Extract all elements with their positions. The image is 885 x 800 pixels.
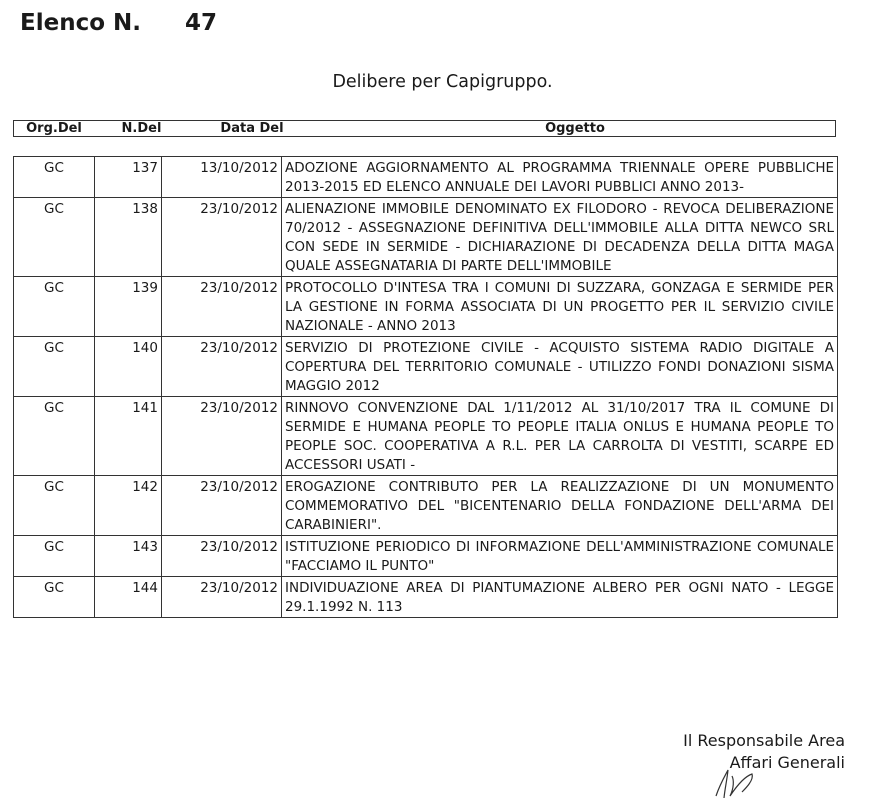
date-cell: 23/10/2012 [162,397,282,476]
subject-cell: INDIVIDUAZIONE AREA DI PIANTUMAZIONE ALBERO PER OGNI NATO - LEGGE 29.1.1992 N. 113 [282,577,838,618]
number-cell: 143 [95,536,162,577]
org-cell: GC [14,198,95,277]
table-row [14,397,838,476]
list-heading [20,10,217,36]
list-number: 47 [185,10,218,36]
number-cell: 142 [95,476,162,536]
column-header-subject: Oggetto [545,121,605,136]
resolutions-table [13,156,838,618]
number-cell: 140 [95,337,162,397]
date-cell: 23/10/2012 [162,337,282,397]
number-cell: 144 [95,577,162,618]
column-header-org: Org.Del [26,121,82,136]
resolutions-table-body [14,157,838,618]
list-heading-label: Elenco N. [20,10,141,36]
number-cell: 137 [95,157,162,198]
table-row [14,577,838,618]
table-row [14,476,838,536]
column-header-number: N.Del [121,121,162,136]
table-row [14,337,838,397]
date-cell: 23/10/2012 [162,476,282,536]
subject-cell: ADOZIONE AGGIORNAMENTO AL PROGRAMMA TRIENNALE OPERE PUBBLICHE 2013-2015 ED ELENCO ANNUALE DEI LAVORI PUBBLICI ANNO 2013- [282,157,838,198]
table-row [14,277,838,337]
number-cell: 139 [95,277,162,337]
org-cell: GC [14,536,95,577]
column-header-date: Data Del [220,121,284,136]
date-cell: 23/10/2012 [162,277,282,337]
signatory-title: Il Responsabile Area [683,731,845,750]
table-row [14,536,838,577]
org-cell: GC [14,277,95,337]
number-cell: 141 [95,397,162,476]
handwritten-signature [710,766,780,800]
date-cell: 23/10/2012 [162,577,282,618]
subject-cell: RINNOVO CONVENZIONE DAL 1/11/2012 AL 31/10/2017 TRA IL COMUNE DI SERMIDE E HUMANA PEOPLE TO PEOPLE ITALIA ONLUS E HUMANA PEOPLE TO PEOPLE SOC. COOPERATIVA A R.L. PER LA CARROLTA DI VESTITI, SCARPE ED ACCESSORI USATI - [282,397,838,476]
subject-cell: EROGAZIONE CONTRIBUTO PER LA REALIZZAZIONE DI UN MONUMENTO COMMEMORATIVO DEL "BICENTENARIO DELLA FONDAZIONE DELL'ARMA DEI CARABINIERI". [282,476,838,536]
table-row [14,157,838,198]
signatory-area: Affari Generali [729,753,845,772]
date-cell: 13/10/2012 [162,157,282,198]
subject-cell: ISTITUZIONE PERIODICO DI INFORMAZIONE DELL'AMMINISTRAZIONE COMUNALE "FACCIAMO IL PUNTO" [282,536,838,577]
subject-cell: PROTOCOLLO D'INTESA TRA I COMUNI DI SUZZARA, GONZAGA E SERMIDE PER LA GESTIONE IN FORMA ASSOCIATA DI UN PROGETTO PER IL SERVIZIO CIVILE NAZIONALE - ANNO 2013 [282,277,838,337]
date-cell: 23/10/2012 [162,536,282,577]
org-cell: GC [14,577,95,618]
table-header [13,120,836,137]
org-cell: GC [14,157,95,198]
number-cell: 138 [95,198,162,277]
org-cell: GC [14,337,95,397]
table-row [14,198,838,277]
org-cell: GC [14,476,95,536]
date-cell: 23/10/2012 [162,198,282,277]
org-cell: GC [14,397,95,476]
subject-cell: ALIENAZIONE IMMOBILE DENOMINATO EX FILODORO - REVOCA DELIBERAZIONE 70/2012 - ASSEGNAZIONE DEFINITIVA DELL'IMMOBILE ALLA DITTA NEWCO SRL CON SEDE IN SERMIDE - DICHIARAZIONE DI DECADENZA DELLA DITTA MAGA QUALE ASSEGNATARIA DI PARTE DELL'IMMOBILE [282,198,838,277]
subject-cell: SERVIZIO DI PROTEZIONE CIVILE - ACQUISTO SISTEMA RADIO DIGITALE A COPERTURA DEL TERRITORIO COMUNALE - UTILIZZO FONDI DONAZIONI SISMA MAGGIO 2012 [282,337,838,397]
document-subtitle: Delibere per Capigruppo. [332,72,553,92]
